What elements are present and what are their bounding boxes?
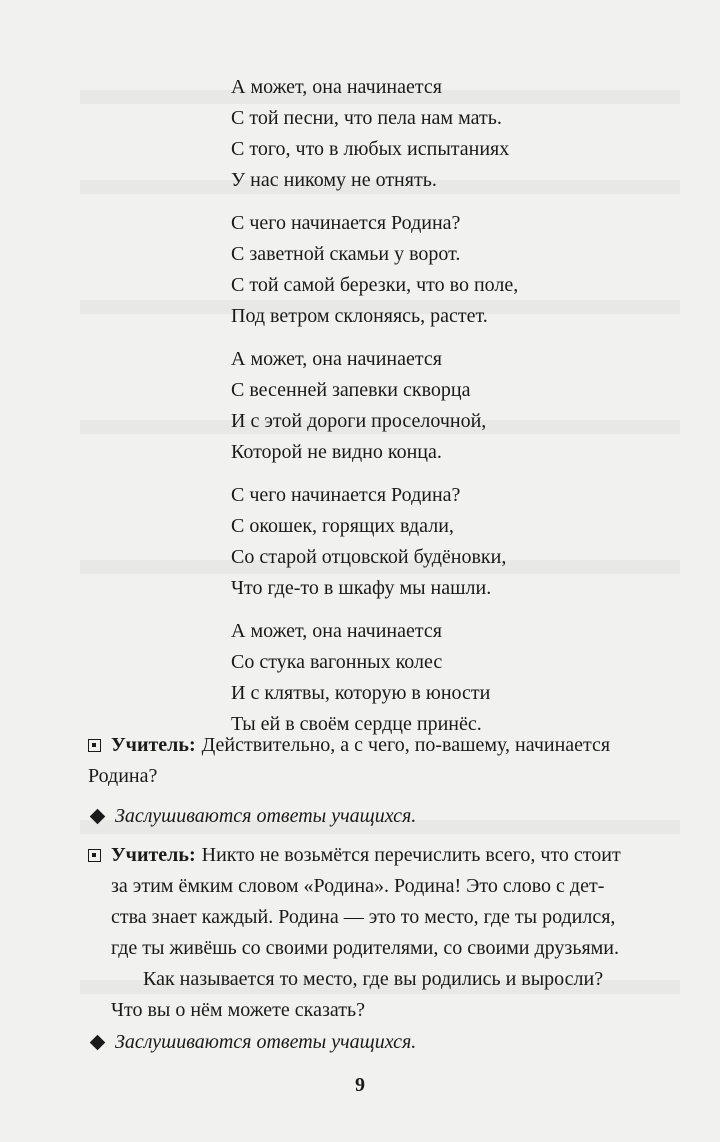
poem-line: Которой не видно конца. — [231, 441, 442, 463]
page-number: 9 — [355, 1074, 365, 1096]
poem-line: Что где-то в шкафу мы нашли. — [231, 577, 492, 599]
remark-text: где ты живёшь со своими родителями, со своими друзьями. — [111, 937, 619, 959]
poem — [231, 72, 651, 752]
remark-text: за этим ёмким словом «Родина». Родина! Это слово с дет- — [111, 875, 605, 897]
teacher-remark-2 — [88, 840, 688, 1026]
poem-stanza-5 — [231, 616, 651, 740]
remark-text: Родина? — [88, 765, 158, 787]
poem-line: С того, что в любых испытаниях — [231, 138, 510, 160]
remark-text: Как называется то место, где вы родились и выросли? — [143, 968, 604, 990]
poem-line: У нас никому не отнять. — [231, 169, 437, 191]
poem-line: И с клятвы, которую в юности — [231, 682, 491, 704]
speaker-marker-icon — [88, 849, 101, 862]
diamond-bullet-icon — [90, 809, 106, 825]
poem-line: И с этой дороги проселочной, — [231, 410, 487, 432]
speaker-label: Учитель: — [111, 844, 196, 866]
stage-note-1 — [88, 801, 666, 832]
poem-line: Со старой отцовской будёновки, — [231, 546, 507, 568]
remark-text: Что вы о нём можете сказать? — [111, 999, 365, 1021]
poem-line: Под ветром склоняясь, растет. — [231, 305, 488, 327]
poem-stanza-2 — [231, 208, 651, 332]
poem-line: А может, она начинается — [231, 76, 442, 98]
stage-note-text: Заслушиваются ответы учащихся. — [115, 805, 417, 827]
poem-line: С чего начинается Родина? — [231, 484, 461, 506]
diamond-bullet-icon — [90, 1035, 106, 1051]
stage-note-text: Заслушиваются ответы учащихся. — [115, 1031, 417, 1053]
remark-text: Никто не возьмётся перечислить всего, что стоит — [201, 844, 621, 866]
poem-line: С чего начинается Родина? — [231, 212, 461, 234]
stage-note-2 — [88, 1027, 666, 1058]
poem-line: С заветной скамьи у ворот. — [231, 243, 461, 265]
teacher-remark-1 — [88, 730, 688, 792]
poem-line: С той самой березки, что во поле, — [231, 274, 519, 296]
remark-text: Действительно, а с чего, по-вашему, начинается — [201, 734, 611, 756]
remark-text: ства знает каждый. Родина — это то место, где ты родился, — [111, 906, 616, 928]
poem-line: Со стука вагонных колес — [231, 651, 443, 673]
poem-line: А может, она начинается — [231, 620, 442, 642]
poem-stanza-1 — [231, 72, 651, 196]
poem-stanza-3 — [231, 344, 651, 468]
speaker-marker-icon — [88, 739, 101, 752]
poem-line: С окошек, горящих вдали, — [231, 515, 454, 537]
poem-line: С весенней запевки скворца — [231, 379, 471, 401]
poem-line: А может, она начинается — [231, 348, 442, 370]
poem-stanza-4 — [231, 480, 651, 604]
poem-line: С той песни, что пела нам мать. — [231, 107, 502, 129]
poem-line: Ты ей в своём сердце принёс. — [231, 713, 482, 735]
speaker-label: Учитель: — [111, 734, 196, 756]
